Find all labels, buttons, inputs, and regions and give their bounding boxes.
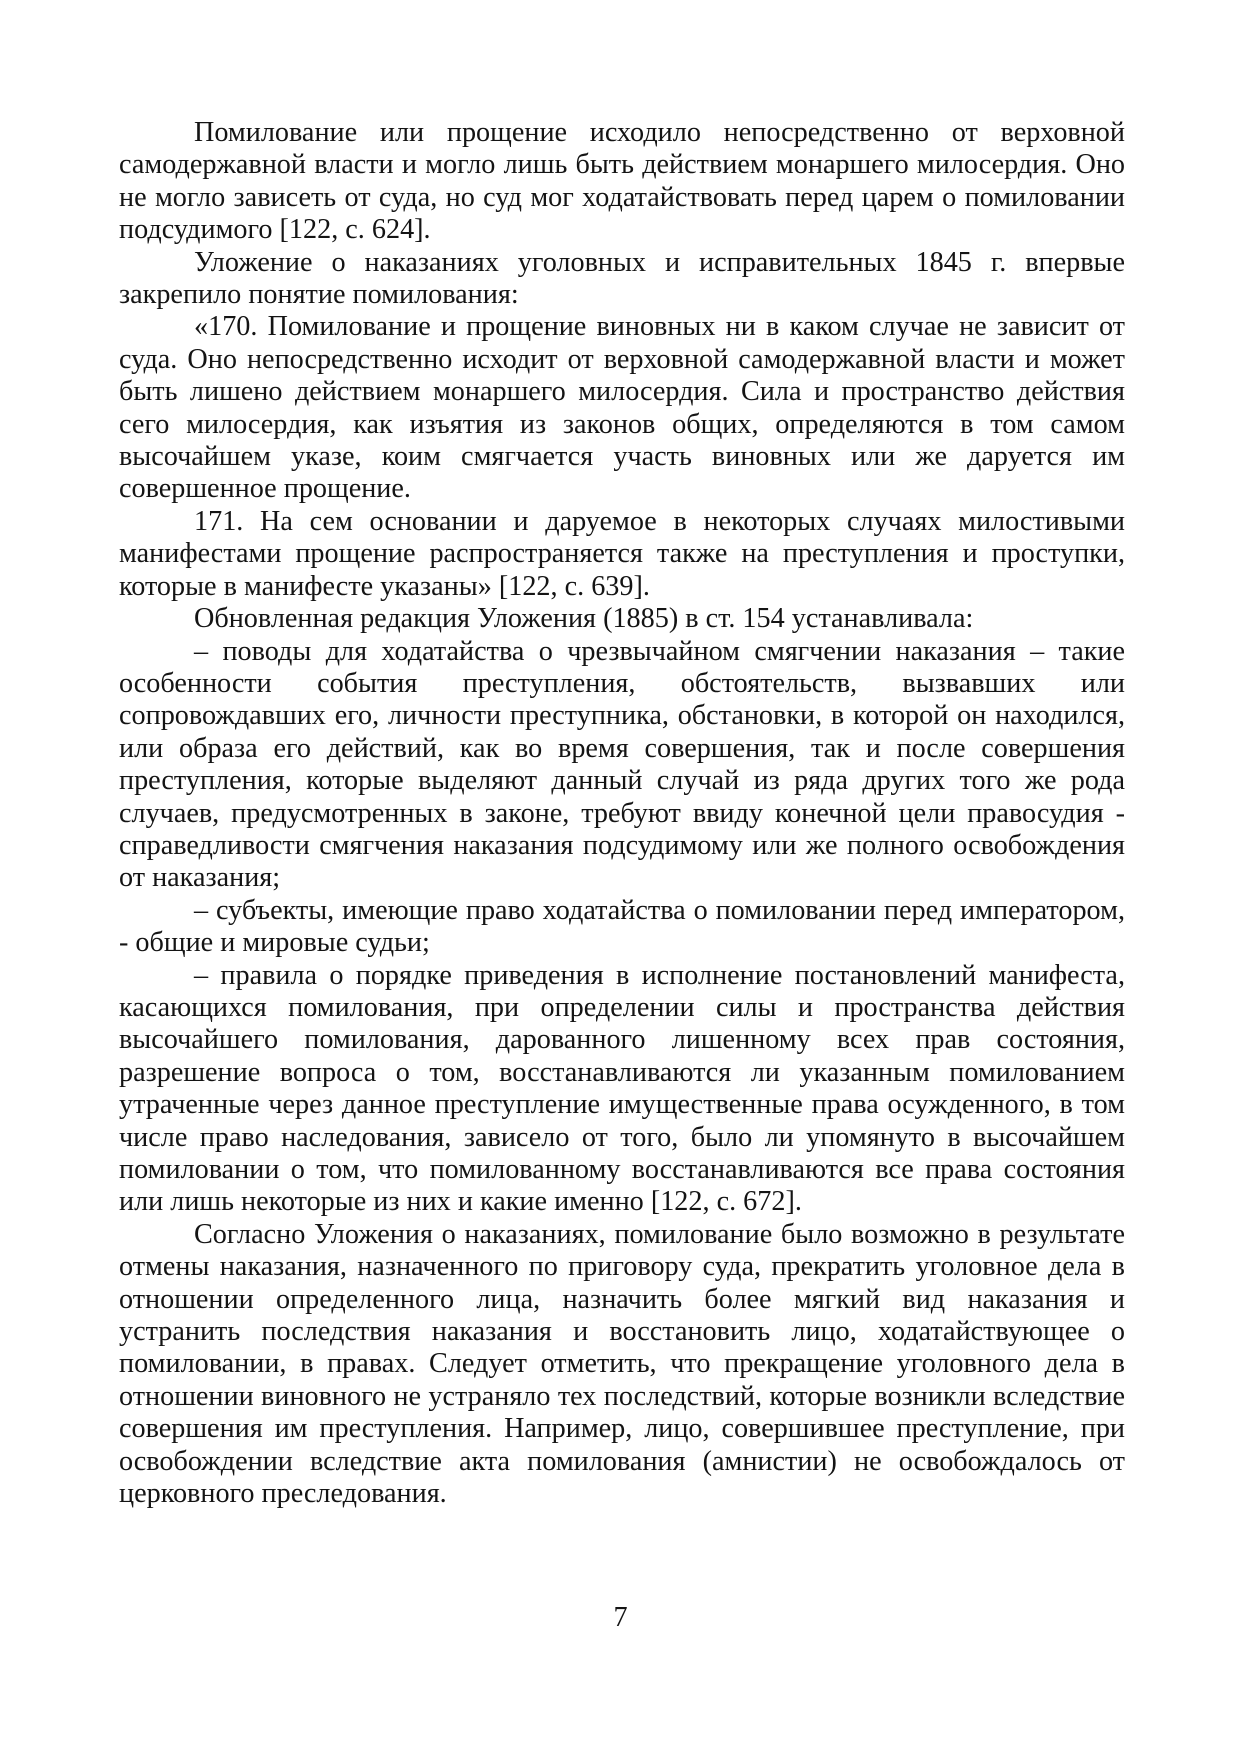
body-text xyxy=(119,117,1125,1510)
paragraph-article-170: «170. Помилование и прощение виновных ни в каком случае не зависит от суда. Оно непосредственно исходит от верховной самодержавной власти и может быть лишено действием монаршего милосердия. Сила и пространство действия сего милосердия, как изъятия из законов общих, определяются в том самом высочайшем указе, коим смягчается участь виновных или же даруется им совершенное прощение. xyxy=(119,311,1125,505)
paragraph-pardon-effects: Согласно Уложения о наказаниях, помилование было возможно в результате отмены наказания, назначенного по приговору суда, прекратить уголовное дела в отношении определенного лица, назначить более мягкий вид наказания и устранить последствия наказания и восстановить лицо, ходатайствующее о помиловании, в правах. Следует отметить, что прекращение уголовного дела в отношении виновного не устраняло тех последствий, которые возникли вследствие совершения им преступления. Например, лицо, совершившее преступление, при освобождении вследствие акта помилования (амнистии) не освобождалось от церковного преследования. xyxy=(119,1218,1125,1510)
list-item-grounds: – поводы для ходатайства о чрезвычайном смягчении наказания – такие особенности события преступления, обстоятельств, вызвавших или сопровождавших его, личности преступника, обстановки, в которой он находился, или образа его действий, как во время совершения, так и после совершения преступления, которые выделяют данный случай из ряда других того же рода случаев, предусмотренных в законе, требуют ввиду конечной цели правосудия - справедливости смягчения наказания подсудимому или же полного освобождения от наказания; xyxy=(119,635,1125,894)
paragraph-code-1885: Обновленная редакция Уложения (1885) в ст. 154 устанавливала: xyxy=(194,603,974,635)
paragraph-article-171: 171. На сем основании и даруемое в некоторых случаях милостивыми манифестами прощение распространяется также на преступления и проступки, которые в манифесте указаны» [122, с. 639]. xyxy=(119,505,1125,602)
list-item-subjects: – субъекты, имеющие право ходатайства о помиловании перед императором, - общие и мировые судьи; xyxy=(119,894,1125,959)
page-number: 7 xyxy=(613,1602,628,1633)
paragraph-pardon-origin: Помилование или прощение исходило непосредственно от верховной самодержавной власти и могло лишь быть действием монаршего милосердия. Оно не могло зависеть от суда, но суд мог ходатайствовать перед царем о помиловании подсудимого [122, с. 624]. xyxy=(119,117,1125,246)
list-item-rules: – правила о порядке приведения в исполнение постановлений манифеста, касающихся помилования, при определении силы и пространства действия высочайшего помилования, дарованного лишенному всех прав состояния, разрешение вопроса о том, восстанавливаются ли указанным помилованием утраченные через данное преступление имущественные права осужденного, в том числе право наследования, зависело от того, было ли упомянуто в высочайшем помиловании о том, что помилованному восстанавливаются все права состояния или лишь некоторые из них и какие именно [122, с. 672]. xyxy=(119,959,1125,1218)
paragraph-code-1845: Уложение о наказаниях уголовных и исправительных 1845 г. впервые закрепило понятие помилования: xyxy=(119,246,1125,311)
